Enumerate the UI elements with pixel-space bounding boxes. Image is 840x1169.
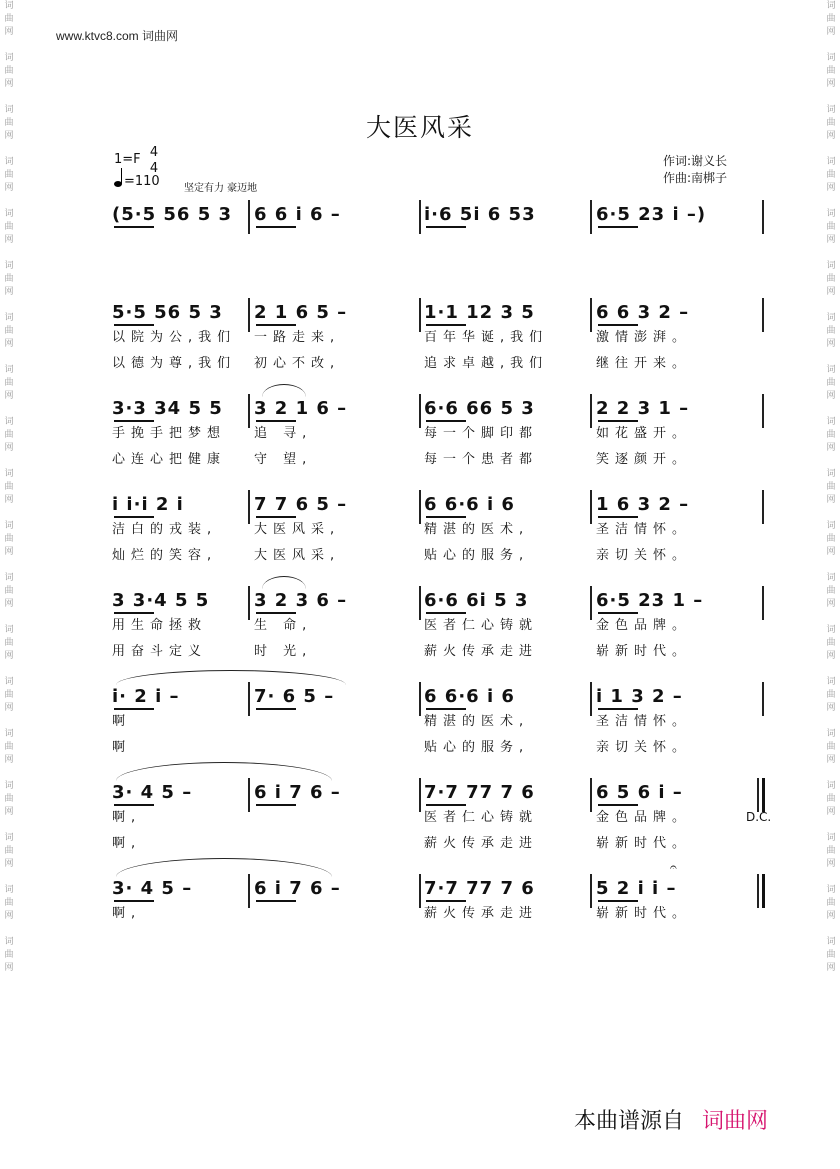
barline <box>248 874 250 908</box>
measure: 3 3·4 5 5 <box>112 590 210 611</box>
lyric-verse-1: 啊 <box>112 714 132 729</box>
measure: i i·i 2 i <box>112 494 184 515</box>
beam-underline <box>114 226 154 228</box>
lyric-verse-1: 洁白的戎装, <box>112 522 218 537</box>
lyricist: 作词:谢义长 <box>663 154 728 168</box>
lyric-verse-2: 初心不改, <box>254 356 341 371</box>
barline <box>419 394 421 428</box>
beam-underline <box>256 324 296 326</box>
barline <box>762 586 764 620</box>
barline <box>419 682 421 716</box>
beam-underline <box>256 226 296 228</box>
lyric-verse-2: 啊 <box>112 740 132 755</box>
lyric-verse-1: 激情澎湃。 <box>596 330 692 345</box>
lyric-verse-2: 守 望, <box>254 452 313 467</box>
lyric-verse-1: 医者仁心铸就 <box>424 810 539 825</box>
lyric-verse-2: 每一个患者都 <box>424 452 539 467</box>
barline <box>590 682 592 716</box>
quarter-note-icon <box>114 181 122 187</box>
measure: 6·5 23 i –) <box>596 204 707 225</box>
lyric-verse-1: 崭新时代。 <box>596 906 692 921</box>
measure: 6·6 6i 5 3 <box>424 590 529 611</box>
lyric-verse-1: 大医风采, <box>254 522 341 537</box>
lyric-verse-2: 亲切关怀。 <box>596 548 692 563</box>
lyric-verse-1: 百年华诞,我们 <box>424 330 549 345</box>
beam-underline <box>256 708 296 710</box>
measure: 6·5 23 1 – <box>596 590 704 611</box>
barline <box>757 778 759 812</box>
lyric-verse-2: 用奋斗定义 <box>112 644 208 659</box>
beam-underline <box>114 516 154 518</box>
measure: 6 5 6 i – <box>596 782 683 803</box>
beam-underline <box>598 900 638 902</box>
lyric-verse-2: 崭新时代。 <box>596 644 692 659</box>
footer-text: 本曲谱源自 <box>574 1109 685 1134</box>
slur <box>116 762 332 781</box>
measure: 1 6 3 2 – <box>596 494 690 515</box>
lyric-verse-1: 用生命拯救 <box>112 618 208 633</box>
lyric-verse-2: 啊, <box>112 836 142 851</box>
measure: 3 2 3 6 – <box>254 590 348 611</box>
barline <box>762 200 764 234</box>
lyric-verse-1: 一路走来, <box>254 330 341 345</box>
beam-underline <box>598 324 638 326</box>
beam-underline <box>256 516 296 518</box>
measure: i 1 3 2 – <box>596 686 683 707</box>
lyric-verse-2: 贴心的服务, <box>424 740 530 755</box>
measure: 6 6·6 i 6 <box>424 686 515 707</box>
footer-credit <box>574 1104 768 1135</box>
lyric-verse-1: 金色品牌。 <box>596 618 692 633</box>
measure: i· 2 i – <box>112 686 180 707</box>
lyric-verse-1: 精湛的医术, <box>424 714 530 729</box>
credits <box>663 153 727 187</box>
tempo-value: =110 <box>124 174 160 189</box>
tempo-mark <box>114 174 160 189</box>
barline <box>762 490 764 524</box>
measure: (5·5 56 5 3 <box>112 204 233 225</box>
beam-underline <box>426 324 466 326</box>
dc-mark: D.C. <box>746 810 772 824</box>
measure: 7· 6 5 – <box>254 686 335 707</box>
beam-underline <box>598 804 638 806</box>
lyric-verse-1: 以院为公,我们 <box>112 330 237 345</box>
lyric-verse-2: 追求卓越,我们 <box>424 356 549 371</box>
beam-underline <box>114 612 154 614</box>
measure: 3· 4 5 – <box>112 878 193 899</box>
key-signature: 1=F <box>114 152 141 167</box>
measure: 2 1 6 5 – <box>254 302 348 323</box>
measure: i·6 5i 6 53 <box>424 204 536 225</box>
beam-underline <box>598 226 638 228</box>
beam-underline <box>426 612 466 614</box>
barline <box>762 682 764 716</box>
measure: 7 7 6 5 – <box>254 494 348 515</box>
footer-brand[interactable]: 词曲网 <box>702 1109 769 1134</box>
lyric-verse-2: 崭新时代。 <box>596 836 692 851</box>
watermark-right: 词 曲 网 词 曲 网 词 曲 网 词 曲 网 词 曲 网 词 曲 网 词 曲 网 词 曲 网 词 曲 网 词 曲 网 词 曲 网 词 曲 网 词 曲 网 词 曲 网 词 曲 网 词 曲 网 词 曲 网 词 曲 网 词 曲 网 <box>826 1 836 973</box>
slur <box>262 384 306 397</box>
final-barline <box>762 778 765 812</box>
meter-bottom: 4 <box>149 161 159 176</box>
barline <box>419 586 421 620</box>
beam-underline <box>114 420 154 422</box>
lyric-verse-1: 生 命, <box>254 618 313 633</box>
lyric-verse-1: 薪火传承走进 <box>424 906 539 921</box>
measure: 6 i 7 6 – <box>254 782 341 803</box>
beam-underline <box>114 708 154 710</box>
final-barline <box>762 874 765 908</box>
measure: 7·7 77 7 6 <box>424 782 535 803</box>
time-signature <box>148 145 160 177</box>
slur <box>262 576 306 589</box>
beam-underline <box>114 900 154 902</box>
barline <box>248 682 250 716</box>
barline <box>419 874 421 908</box>
beam-underline <box>598 516 638 518</box>
lyric-verse-1: 精湛的医术, <box>424 522 530 537</box>
lyric-verse-2: 亲切关怀。 <box>596 740 692 755</box>
expression-mark: 坚定有力 豪迈地 <box>184 183 258 194</box>
lyric-verse-1: 圣洁情怀。 <box>596 522 692 537</box>
barline <box>757 874 759 908</box>
barline <box>248 394 250 428</box>
barline <box>762 298 764 332</box>
beam-underline <box>426 708 466 710</box>
lyric-verse-2: 薪火传承走进 <box>424 836 539 851</box>
lyric-verse-2: 薪火传承走进 <box>424 644 539 659</box>
beam-underline <box>426 226 466 228</box>
beam-underline <box>114 804 154 806</box>
measure: 6 i 7 6 – <box>254 878 341 899</box>
lyric-verse-1: 啊, <box>112 906 142 921</box>
barline <box>590 874 592 908</box>
song-title: 大医风采 <box>365 113 474 142</box>
beam-underline <box>426 804 466 806</box>
composer: 作曲:南梆子 <box>663 171 728 185</box>
beam-underline <box>598 420 638 422</box>
lyric-verse-1: 医者仁心铸就 <box>424 618 539 633</box>
beam-underline <box>598 612 638 614</box>
lyric-verse-1: 手挽手把梦想 <box>112 426 227 441</box>
lyric-verse-2: 笑逐颜开。 <box>596 452 692 467</box>
barline <box>248 490 250 524</box>
slur <box>116 670 346 685</box>
watermark-left: 词 曲 网 词 曲 网 词 曲 网 词 曲 网 词 曲 网 词 曲 网 词 曲 网 词 曲 网 词 曲 网 词 曲 网 词 曲 网 词 曲 网 词 曲 网 词 曲 网 词 曲 网 词 曲 网 词 曲 网 词 曲 网 词 曲 网 <box>4 1 14 973</box>
measure: 6 6 i 6 – <box>254 204 341 225</box>
lyric-verse-1: 啊, <box>112 810 142 825</box>
beam-underline <box>426 420 466 422</box>
measure: 7·7 77 7 6 <box>424 878 535 899</box>
barline <box>248 298 250 332</box>
measure: 5·5 56 5 3 <box>112 302 223 323</box>
lyric-verse-2: 以德为尊,我们 <box>112 356 237 371</box>
measure: 3 2 1 6 – <box>254 398 348 419</box>
barline <box>248 778 250 812</box>
measure: 1·1 12 3 5 <box>424 302 535 323</box>
lyric-verse-2: 心连心把健康 <box>112 452 227 467</box>
barline <box>590 298 592 332</box>
lyric-verse-1: 每一个脚印都 <box>424 426 539 441</box>
measure: 2 2 3 1 – <box>596 398 690 419</box>
barline <box>590 586 592 620</box>
site-url[interactable]: www.ktvc8.com 词曲网 <box>56 29 179 43</box>
lyric-verse-2: 大医风采, <box>254 548 341 563</box>
lyric-verse-2: 灿烂的笑容, <box>112 548 218 563</box>
lyric-verse-2: 时 光, <box>254 644 313 659</box>
beam-underline <box>114 324 154 326</box>
beam-underline <box>256 420 296 422</box>
barline <box>762 394 764 428</box>
lyric-verse-1: 如花盛开。 <box>596 426 692 441</box>
beam-underline <box>426 516 466 518</box>
measure: 6 6 3 2 – <box>596 302 690 323</box>
measure: 6·6 66 5 3 <box>424 398 535 419</box>
barline <box>590 778 592 812</box>
beam-underline <box>598 708 638 710</box>
fermata-icon: 𝄐 <box>670 860 677 874</box>
measure: 3· 4 5 – <box>112 782 193 803</box>
measure: 3·3 34 5 5 <box>112 398 223 419</box>
barline <box>419 778 421 812</box>
measure: 5 2 i i – <box>596 878 677 899</box>
beam-underline <box>256 804 296 806</box>
barline <box>590 200 592 234</box>
slur <box>116 858 332 877</box>
beam-underline <box>256 612 296 614</box>
barline <box>419 298 421 332</box>
lyric-verse-1: 金色品牌。 <box>596 810 692 825</box>
beam-underline <box>426 900 466 902</box>
lyric-verse-2: 贴心的服务, <box>424 548 530 563</box>
meter-top: 4 <box>149 145 159 160</box>
barline <box>419 490 421 524</box>
barline <box>248 586 250 620</box>
lyric-verse-1: 圣洁情怀。 <box>596 714 692 729</box>
barline <box>590 490 592 524</box>
barline <box>419 200 421 234</box>
lyric-verse-1: 追 寻, <box>254 426 313 441</box>
lyric-verse-2: 继往开来。 <box>596 356 692 371</box>
barline <box>248 200 250 234</box>
barline <box>590 394 592 428</box>
beam-underline <box>256 900 296 902</box>
measure: 6 6·6 i 6 <box>424 494 515 515</box>
